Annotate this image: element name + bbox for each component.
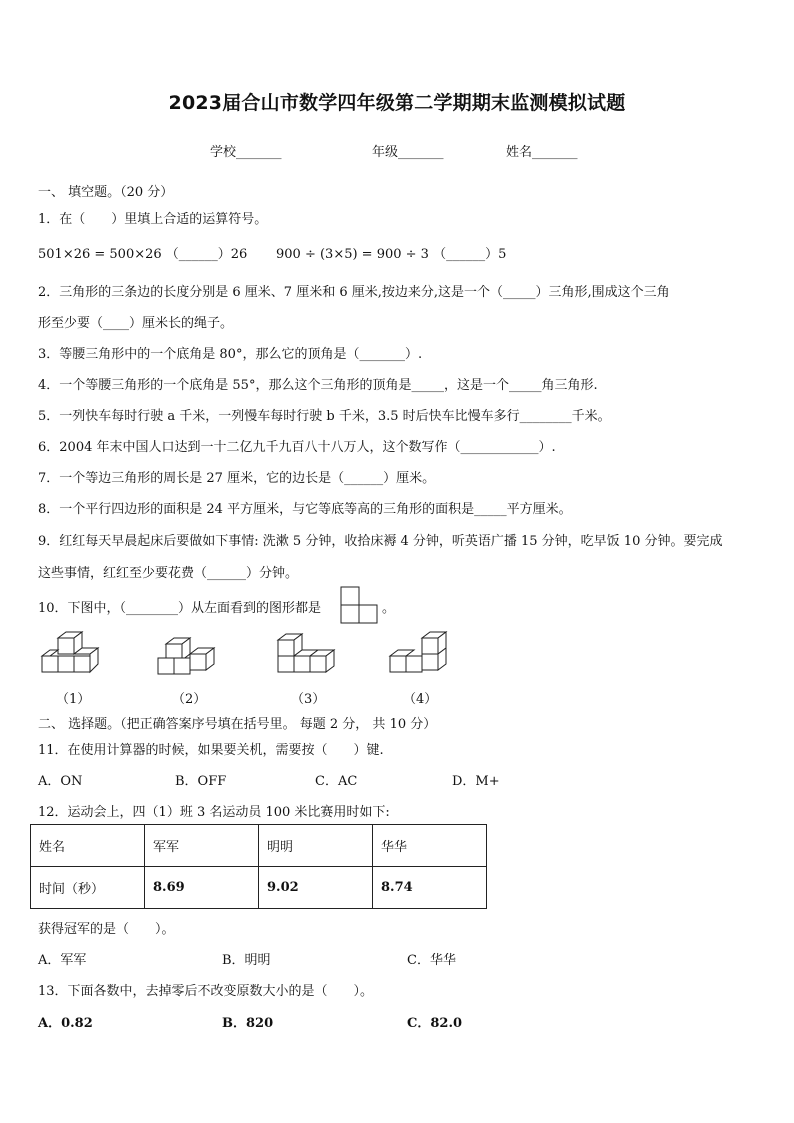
q13-option-a: A．0.82 bbox=[38, 1016, 93, 1031]
q11-option-c: C．AC bbox=[315, 774, 358, 789]
q12-option-c: C．华华 bbox=[407, 953, 456, 968]
table-cell: 军军 bbox=[145, 825, 259, 867]
cube-figure-2 bbox=[152, 630, 220, 680]
table-header-row bbox=[31, 825, 487, 867]
table-cell: 华华 bbox=[373, 825, 487, 867]
table-cell: 姓名 bbox=[31, 825, 145, 867]
table-cell: 时间（秒） bbox=[31, 867, 145, 909]
figure-label-3: （3） bbox=[291, 692, 326, 707]
table-cell: 明明 bbox=[259, 825, 373, 867]
question-11: 11．在使用计算器的时候，如果要关机，需要按（ ）键. bbox=[38, 743, 384, 758]
question-5: 5．一列快车每时行驶 a 千米，一列慢车每时行驶 b 千米，3.5 时后快车比慢车多行________千米。 bbox=[38, 409, 611, 424]
table-row bbox=[31, 867, 487, 909]
question-10-end: 。 bbox=[382, 601, 396, 616]
question-12-ask: 获得冠军的是（ ）。 bbox=[38, 922, 175, 937]
table-cell: 8.69 bbox=[145, 867, 259, 909]
q11-option-b: B．OFF bbox=[175, 774, 227, 789]
question-2-line1: 2．三角形的三条边的长度分别是 6 厘米、7 厘米和 6 厘米,按边来分,这是一个（_____）三角形,围成这个三角 bbox=[38, 285, 670, 300]
race-time-table bbox=[30, 824, 487, 909]
name-field: 姓名_______ bbox=[506, 145, 578, 160]
cube-figure-1 bbox=[36, 630, 104, 680]
school-field: 学校_______ bbox=[210, 145, 282, 160]
q12-option-a: A．军军 bbox=[38, 953, 87, 968]
question-9-line1: 9．红红每天早晨起床后要做如下事情: 洗漱 5 分钟，收拾床褥 4 分钟，听英语广播 15 分钟，吃早饭 10 分钟。要完成 bbox=[38, 534, 723, 549]
question-2-line2: 形至少要（____）厘米长的绳子。 bbox=[38, 316, 234, 331]
question-1-eq1: 501×26 = 500×26 （______）26 bbox=[38, 247, 248, 262]
question-3: 3．等腰三角形中的一个底角是 80°，那么它的顶角是（_______）. bbox=[38, 347, 423, 362]
cube-figure-3 bbox=[272, 630, 340, 680]
table-cell: 8.74 bbox=[373, 867, 487, 909]
q13-option-b: B．820 bbox=[222, 1016, 274, 1031]
q12-option-b: B．明明 bbox=[222, 953, 271, 968]
question-8: 8．一个平行四边形的面积是 24 平方厘米，与它等底等高的三角形的面积是_____平方厘米。 bbox=[38, 502, 572, 517]
section-fill-in: 一、 填空题。（20 分） bbox=[38, 185, 174, 200]
table-cell: 9.02 bbox=[259, 867, 373, 909]
q13-option-c: C．82.0 bbox=[407, 1016, 463, 1031]
question-10: 10．下图中，（________）从左面看到的图形都是 bbox=[38, 601, 322, 616]
figure-label-4: （4） bbox=[403, 692, 438, 707]
page-title: 2023届合山市数学四年级第二学期期末监测模拟试题 bbox=[168, 92, 626, 114]
q11-option-a: A．ON bbox=[38, 774, 83, 789]
cube-figure-4 bbox=[384, 630, 452, 680]
question-4: 4．一个等腰三角形的一个底角是 55°，那么这个三角形的顶角是_____，这是一个_____角三角形. bbox=[38, 378, 598, 393]
question-7: 7．一个等边三角形的周长是 27 厘米，它的边长是（______）厘米。 bbox=[38, 471, 436, 486]
question-1: 1．在（ ）里填上合适的运算符号。 bbox=[38, 212, 268, 227]
figure-label-2: （2） bbox=[172, 692, 207, 707]
figure-label-1: （1） bbox=[56, 692, 91, 707]
section-choice: 二、 选择题。（把正确答案序号填在括号里。 每题 2 分， 共 10 分） bbox=[38, 717, 437, 732]
question-9-line2: 这些事情，红红至少要花费（______）分钟。 bbox=[38, 566, 299, 581]
q11-option-d: D．M+ bbox=[452, 774, 500, 789]
question-1-eq2: 900 ÷ (3×5) = 900 ÷ 3 （______）5 bbox=[276, 247, 507, 262]
grade-field: 年级_______ bbox=[372, 145, 444, 160]
left-view-figure bbox=[340, 586, 380, 624]
question-13: 13．下面各数中，去掉零后不改变原数大小的是（ ）。 bbox=[38, 984, 374, 999]
question-12: 12．运动会上，四（1）班 3 名运动员 100 米比赛用时如下: bbox=[38, 805, 390, 820]
question-6: 6．2004 年末中国人口达到一十二亿九千九百八十八万人，这个数写作（____________）. bbox=[38, 440, 556, 455]
